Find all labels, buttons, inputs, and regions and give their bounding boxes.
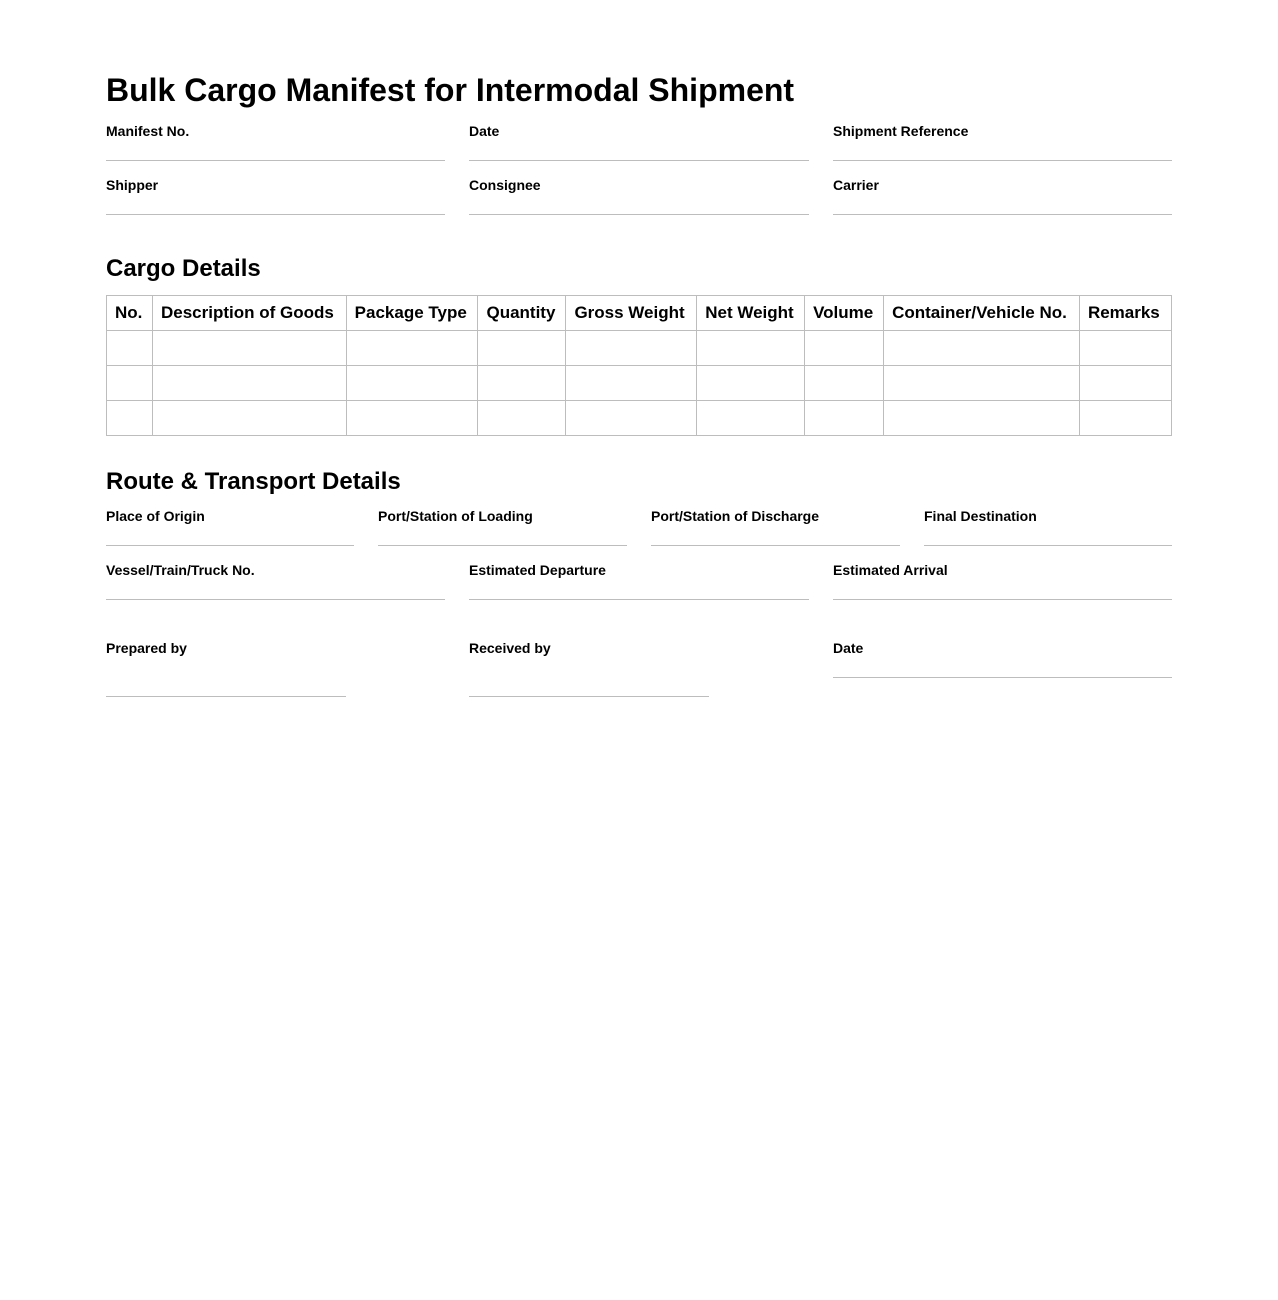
- column-header-volume: Volume: [805, 296, 884, 331]
- signature-date-field[interactable]: [833, 640, 1172, 678]
- field-label: Consignee: [469, 177, 541, 193]
- field-label: Port/Station of Loading: [378, 508, 533, 524]
- table-cell[interactable]: [805, 366, 884, 401]
- table-cell[interactable]: [805, 331, 884, 366]
- table-cell[interactable]: [152, 366, 346, 401]
- field-label: Received by: [469, 640, 551, 656]
- field-label: Prepared by: [106, 640, 187, 656]
- field-label: Port/Station of Discharge: [651, 508, 820, 524]
- table-cell[interactable]: [884, 331, 1080, 366]
- input-line[interactable]: [469, 214, 809, 215]
- table-cell[interactable]: [566, 366, 697, 401]
- field-label: Date: [833, 640, 864, 656]
- prepared-by-field[interactable]: [106, 640, 346, 697]
- table-cell[interactable]: [107, 401, 153, 436]
- column-header-description: Description of Goods: [152, 296, 346, 331]
- table-cell[interactable]: [346, 366, 478, 401]
- table-row: [107, 366, 1172, 401]
- input-line[interactable]: [469, 160, 809, 161]
- shipper-field[interactable]: [106, 177, 445, 215]
- field-label: Final Destination: [924, 508, 1037, 524]
- signature-line[interactable]: [106, 696, 346, 697]
- vessel-train-truck-no-field[interactable]: [106, 562, 445, 600]
- table-cell[interactable]: [1079, 331, 1171, 366]
- signature-line[interactable]: [469, 696, 709, 697]
- input-line[interactable]: [106, 160, 445, 161]
- column-header-container-vehicle-no: Container/Vehicle No.: [884, 296, 1080, 331]
- table-cell[interactable]: [697, 401, 805, 436]
- column-header-net-weight: Net Weight: [697, 296, 805, 331]
- table-cell[interactable]: [697, 331, 805, 366]
- column-header-package-type: Package Type: [346, 296, 478, 331]
- field-label: Vessel/Train/Truck No.: [106, 562, 255, 578]
- table-cell[interactable]: [566, 331, 697, 366]
- cargo-details-heading: Cargo Details: [106, 255, 261, 282]
- received-by-field[interactable]: [469, 640, 709, 697]
- column-header-remarks: Remarks: [1079, 296, 1171, 331]
- input-line[interactable]: [469, 599, 809, 600]
- estimated-arrival-field[interactable]: [833, 562, 1172, 600]
- table-cell[interactable]: [478, 331, 566, 366]
- shipment-reference-field[interactable]: [833, 123, 1172, 161]
- table-cell[interactable]: [478, 401, 566, 436]
- input-line[interactable]: [833, 214, 1172, 215]
- table-cell[interactable]: [107, 366, 153, 401]
- table-cell[interactable]: [107, 331, 153, 366]
- table-cell[interactable]: [566, 401, 697, 436]
- table-cell[interactable]: [884, 366, 1080, 401]
- table-cell[interactable]: [1079, 401, 1171, 436]
- estimated-departure-field[interactable]: [469, 562, 809, 600]
- table-cell[interactable]: [346, 331, 478, 366]
- input-line[interactable]: [106, 599, 445, 600]
- input-line[interactable]: [924, 545, 1172, 546]
- field-label: Shipment Reference: [833, 123, 969, 139]
- table-cell[interactable]: [152, 401, 346, 436]
- field-label: Carrier: [833, 177, 879, 193]
- input-line[interactable]: [833, 677, 1172, 678]
- table-cell[interactable]: [478, 366, 566, 401]
- place-of-origin-field[interactable]: [106, 508, 354, 546]
- table-cell[interactable]: [346, 401, 478, 436]
- input-line[interactable]: [378, 545, 627, 546]
- field-label: Place of Origin: [106, 508, 205, 524]
- manifest-no-field[interactable]: [106, 123, 445, 161]
- date-field[interactable]: [469, 123, 809, 161]
- table-cell[interactable]: [1079, 366, 1171, 401]
- table-cell[interactable]: [152, 331, 346, 366]
- table-header-row: [107, 296, 1172, 331]
- field-label: Estimated Arrival: [833, 562, 948, 578]
- route-details-heading: Route & Transport Details: [106, 468, 401, 495]
- input-line[interactable]: [106, 214, 445, 215]
- table-row: [107, 401, 1172, 436]
- input-line[interactable]: [106, 545, 354, 546]
- final-destination-field[interactable]: [924, 508, 1172, 546]
- field-label: Estimated Departure: [469, 562, 606, 578]
- column-header-no: No.: [107, 296, 153, 331]
- column-header-gross-weight: Gross Weight: [566, 296, 697, 331]
- consignee-field[interactable]: [469, 177, 809, 215]
- page-title: Bulk Cargo Manifest for Intermodal Shipment: [106, 72, 795, 108]
- port-of-discharge-field[interactable]: [651, 508, 900, 546]
- input-line[interactable]: [833, 599, 1172, 600]
- table-cell[interactable]: [697, 366, 805, 401]
- table-row: [107, 331, 1172, 366]
- table-cell[interactable]: [805, 401, 884, 436]
- column-header-quantity: Quantity: [478, 296, 566, 331]
- cargo-table: [106, 295, 1172, 436]
- field-label: Shipper: [106, 177, 159, 193]
- input-line[interactable]: [833, 160, 1172, 161]
- table-cell[interactable]: [884, 401, 1080, 436]
- input-line[interactable]: [651, 545, 900, 546]
- field-label: Manifest No.: [106, 123, 190, 139]
- carrier-field[interactable]: [833, 177, 1172, 215]
- field-label: Date: [469, 123, 500, 139]
- port-of-loading-field[interactable]: [378, 508, 627, 546]
